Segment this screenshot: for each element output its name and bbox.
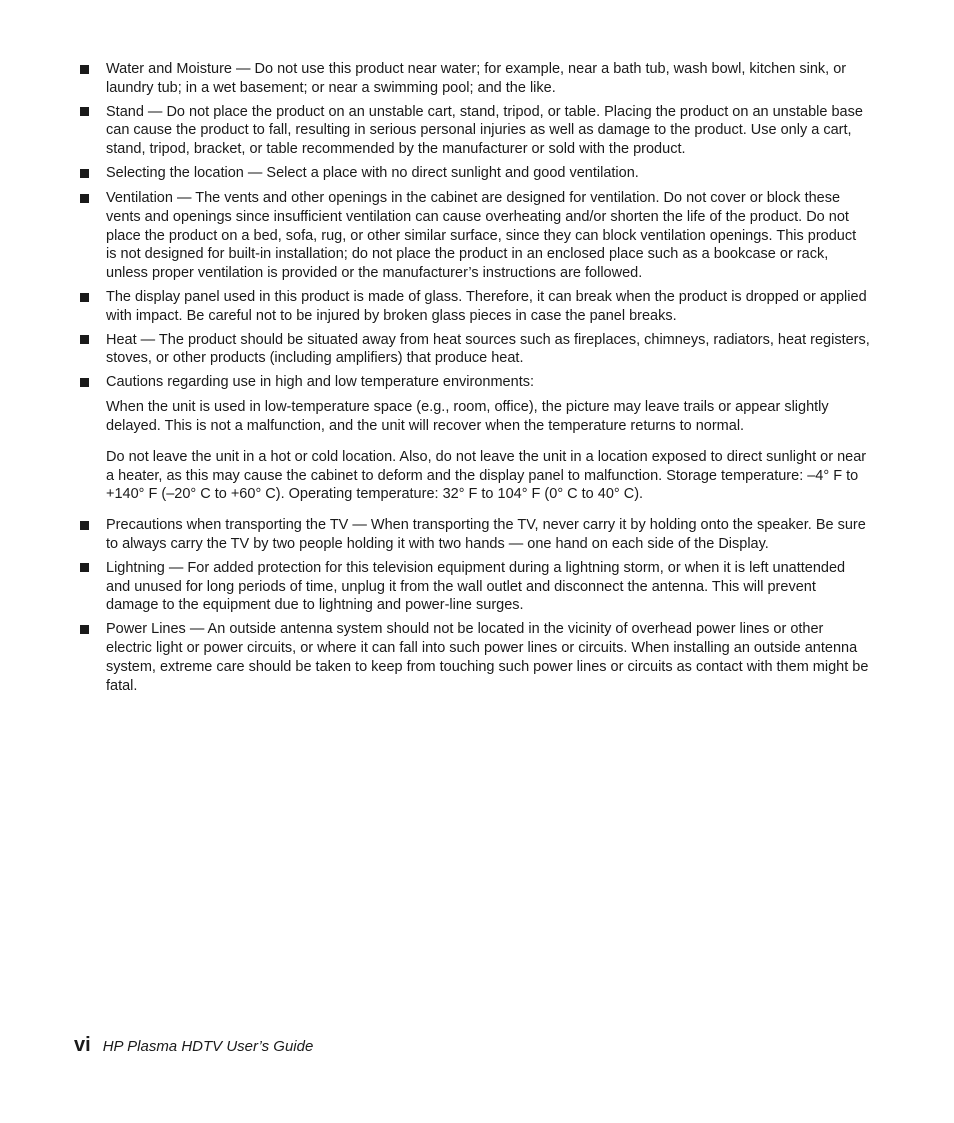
square-bullet-icon (80, 373, 106, 393)
square-bullet-icon (80, 331, 106, 351)
list-item-location (80, 164, 870, 184)
list-item-power-lines (80, 620, 870, 695)
list-item-text: Water and Moisture — Do not use this product near water; for example, near a bath tub, wash bowl, kitchen sink, or laundry tub; in a wet basement; or near a swimming pool; and the like. (106, 61, 847, 96)
list-item-water-moisture (80, 60, 870, 98)
safety-instructions-list (80, 60, 870, 700)
list-item-text: Precautions when transporting the TV — When transporting the TV, never carry it by holding onto the speaker. Be sure to always carry the TV by two people holding it with two hands — one hand on each side of the Display. (106, 517, 866, 552)
temperature-paragraph-storage: Do not leave the unit in a hot or cold location. Also, do not leave the unit in a location exposed to direct sunlight or near a heater, as this may cause the cabinet to deform and the display panel to malfunction. Storage temperature: –4° F to +140° F (–20° C to +60° C). Operating temperature: 32° F to 104° F (0° C to 40° C). (106, 448, 867, 503)
square-bullet-icon (80, 288, 106, 308)
list-item-text: Power Lines — An outside antenna system should not be located in the vicinity of overhead power lines or other electric light or power circuits, or where it can fall into such power lines or circuits. When installing an outside antenna system, extreme care should be taken to keep from touching such power lines or circuits as contact with them might be fatal. (106, 621, 869, 694)
list-item-stand (80, 103, 870, 159)
temperature-paragraph-low: When the unit is used in low-temperature space (e.g., room, office), the picture may leave trails or appear slightly delayed. This is not a malfunction, and the unit will recover when the temperature returns to normal. (106, 399, 829, 434)
square-bullet-icon (80, 559, 106, 579)
list-item-text: Heat — The product should be situated away from heat sources such as fireplaces, chimneys, radiators, heat registers, stoves, or other products (including amplifiers) that produce heat. (106, 331, 870, 367)
list-item-text: The display panel used in this product is made of glass. Therefore, it can break when the product is dropped or applied with impact. Be careful not to be injured by broken glass pieces in case the panel breaks. (106, 288, 867, 324)
list-item-text: Lightning — For added protection for this television equipment during a lightning storm, or when it is left unattended and unused for long periods of time, unplug it from the wall outlet and disconnect the antenna. This will prevent damage to the equipment due to lightning and power-line surges. (106, 559, 846, 614)
list-item-lightning (80, 559, 870, 615)
list-item-glass-panel (80, 288, 870, 326)
list-item-text: Cautions regarding use in high and low temperature environments: (106, 374, 534, 391)
square-bullet-icon (80, 164, 106, 184)
list-item-heat (80, 331, 870, 369)
square-bullet-icon (80, 516, 106, 536)
square-bullet-icon (80, 60, 106, 80)
page-number: vi (74, 1034, 91, 1056)
list-item-text: Selecting the location — Select a place with no direct sunlight and good ventilation. (106, 164, 639, 181)
list-item-text: Stand — Do not place the product on an unstable cart, stand, tripod, or table. Placing the product on an unstable base can cause the product to fall, resulting in serious personal injuries as well as damage to the product. Use only a cart, stand, tripod, bracket, or table recommended by the manufacturer or sold with the product. (106, 103, 863, 158)
list-item-ventilation (80, 189, 870, 283)
square-bullet-icon (80, 189, 106, 209)
page-footer (74, 1034, 313, 1057)
square-bullet-icon (80, 103, 106, 123)
guide-title: HP Plasma HDTV User’s Guide (102, 1038, 314, 1055)
list-item-transporting (80, 516, 870, 554)
square-bullet-icon (80, 620, 106, 640)
list-item-temperature-cautions (80, 373, 870, 393)
list-item-text: Ventilation — The vents and other openings in the cabinet are designed for ventilation. Do not cover or block these vents and openings since insufficient ventilation can cause overheating and/or shorten the life of the product. Do not place the product on a bed, sofa, rug, or other similar surface, since they can block ventilation openings. This product is not designed for built-in installation; do not place the product in an enclosed place such as a bookcase or rack, unless proper ventilation is provided or the manufacturer’s instructions are followed. (106, 189, 857, 282)
